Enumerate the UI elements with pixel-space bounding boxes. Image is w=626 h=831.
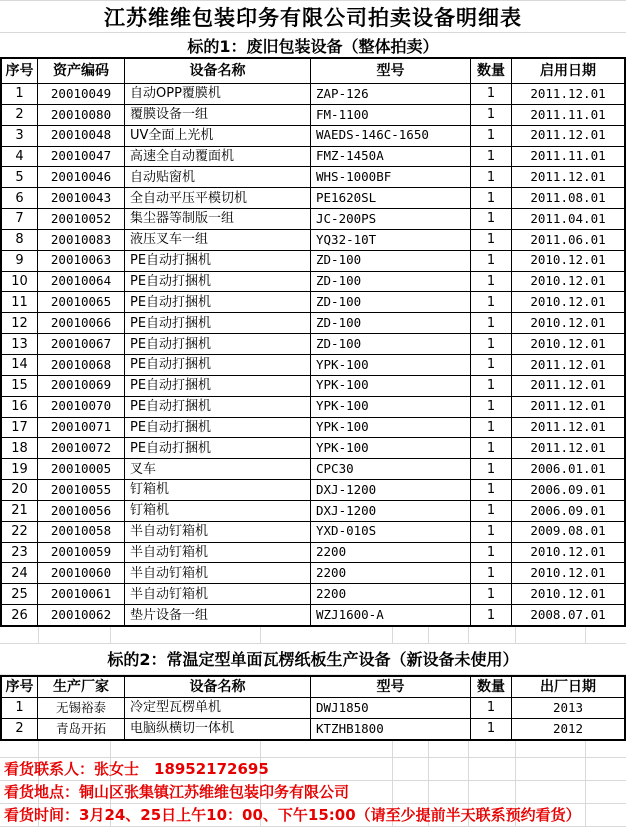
viewing-location-line: 看货地点：铜山区张集镇江苏维维包装印务有限公司 bbox=[0, 781, 626, 804]
table-cell: KTZHB1800 bbox=[311, 719, 470, 739]
table-cell: 20010083 bbox=[38, 230, 124, 250]
table-cell: 20010061 bbox=[38, 584, 124, 604]
table-cell: 20010058 bbox=[38, 522, 124, 542]
table-cell: 20010070 bbox=[38, 397, 124, 417]
table-cell: 冷定型瓦楞单机 bbox=[125, 698, 310, 718]
table-cell: 17 bbox=[2, 418, 37, 438]
table-cell: 1 bbox=[471, 334, 511, 354]
table-cell: 2006.09.01 bbox=[512, 480, 624, 500]
table-cell: 全自动平压平模切机 bbox=[125, 188, 310, 208]
table-cell: 半自动钉箱机 bbox=[125, 584, 310, 604]
table-cell: ZAP-126 bbox=[311, 84, 470, 104]
table-cell: PE自动打捆机 bbox=[125, 418, 310, 438]
equipment-table-lot2 bbox=[0, 675, 626, 741]
table-cell: 2010.12.01 bbox=[512, 543, 624, 563]
column-header: 出厂日期 bbox=[512, 677, 624, 697]
table-cell: 24 bbox=[2, 563, 37, 583]
table-cell: 2011.12.01 bbox=[512, 438, 624, 458]
table-cell: 20010064 bbox=[38, 272, 124, 292]
table-cell: 2013 bbox=[512, 698, 624, 718]
table-cell: 20010062 bbox=[38, 605, 124, 625]
table-cell: 无锡裕泰 bbox=[38, 698, 124, 718]
table-cell: 垫片设备一组 bbox=[125, 605, 310, 625]
table-cell: 1 bbox=[471, 272, 511, 292]
viewing-contact-line: 看货联系人：张女士 18952172695 bbox=[0, 758, 626, 781]
table-cell: PE自动打捆机 bbox=[125, 292, 310, 312]
table-cell: 9 bbox=[2, 251, 37, 271]
section2-subtitle: 标的2：常温定型单面瓦楞纸板生产设备（新设备未使用） bbox=[0, 644, 626, 675]
table-cell: 18 bbox=[2, 438, 37, 458]
table-cell: 20010067 bbox=[38, 334, 124, 354]
table-cell: 20010080 bbox=[38, 105, 124, 125]
column-header: 数量 bbox=[471, 677, 511, 697]
table-cell: 1 bbox=[2, 84, 37, 104]
table-cell: 1 bbox=[471, 719, 511, 739]
spacer-row bbox=[0, 627, 626, 644]
table-cell: 2011.12.01 bbox=[512, 355, 624, 375]
table-cell: YPK-100 bbox=[311, 418, 470, 438]
table-cell: DXJ-1200 bbox=[311, 501, 470, 521]
table-cell: 3 bbox=[2, 126, 37, 146]
table-cell: 1 bbox=[471, 397, 511, 417]
table-cell: 16 bbox=[2, 397, 37, 417]
table-cell: 覆膜设备一组 bbox=[125, 105, 310, 125]
table-cell: 钉箱机 bbox=[125, 501, 310, 521]
table-cell: 1 bbox=[471, 459, 511, 479]
table-cell: 叉车 bbox=[125, 459, 310, 479]
table-cell: 5 bbox=[2, 167, 37, 187]
column-header: 启用日期 bbox=[512, 59, 624, 83]
table-cell: FM-1100 bbox=[311, 105, 470, 125]
table-cell: 20010056 bbox=[38, 501, 124, 521]
table-cell: YPK-100 bbox=[311, 438, 470, 458]
table-cell: 2010.12.01 bbox=[512, 292, 624, 312]
table-cell: ZD-100 bbox=[311, 292, 470, 312]
table-cell: CPC30 bbox=[311, 459, 470, 479]
table-cell: WZJ1600-A bbox=[311, 605, 470, 625]
table-cell: 20010052 bbox=[38, 209, 124, 229]
table-cell: 1 bbox=[471, 292, 511, 312]
table-cell: 20010068 bbox=[38, 355, 124, 375]
table-cell: 青岛开拓 bbox=[38, 719, 124, 739]
table-cell: 25 bbox=[2, 584, 37, 604]
table-cell: PE自动打捆机 bbox=[125, 251, 310, 271]
table-cell: 1 bbox=[471, 376, 511, 396]
table-cell: 2010.12.01 bbox=[512, 272, 624, 292]
table-cell: 高速全自动覆面机 bbox=[125, 147, 310, 167]
table-cell: 1 bbox=[471, 167, 511, 187]
table-cell: FMZ-1450A bbox=[311, 147, 470, 167]
table-cell: YQ32-10T bbox=[311, 230, 470, 250]
table-cell: 2012 bbox=[512, 719, 624, 739]
table-cell: 1 bbox=[471, 501, 511, 521]
table-cell: 20010063 bbox=[38, 251, 124, 271]
table-cell: 21 bbox=[2, 501, 37, 521]
table-cell: 2006.01.01 bbox=[512, 459, 624, 479]
table-cell: 20010072 bbox=[38, 438, 124, 458]
table-cell: 2011.12.01 bbox=[512, 84, 624, 104]
table-cell: 1 bbox=[471, 209, 511, 229]
table-cell: 8 bbox=[2, 230, 37, 250]
viewing-time-line: 看货时间：3月24、25日上午10：00、下午15:00（请至少提前半天联系预约看货） bbox=[0, 804, 626, 827]
table-cell: 1 bbox=[471, 84, 511, 104]
table-cell: 2011.12.01 bbox=[512, 126, 624, 146]
table-cell: YXD-010S bbox=[311, 522, 470, 542]
table-cell: ZD-100 bbox=[311, 272, 470, 292]
table-cell: 20 bbox=[2, 480, 37, 500]
table-cell: 6 bbox=[2, 188, 37, 208]
table-cell: 半自动钉箱机 bbox=[125, 522, 310, 542]
equipment-table-lot1 bbox=[0, 57, 626, 627]
column-header: 数量 bbox=[471, 59, 511, 83]
table-cell: 集尘器等制版一组 bbox=[125, 209, 310, 229]
table-cell: 11 bbox=[2, 292, 37, 312]
table-cell: 20010047 bbox=[38, 147, 124, 167]
table-cell: 1 bbox=[471, 355, 511, 375]
table-cell: 2011.12.01 bbox=[512, 397, 624, 417]
table-cell: 2011.11.01 bbox=[512, 147, 624, 167]
table-cell: 2011.12.01 bbox=[512, 167, 624, 187]
table-cell: 2010.12.01 bbox=[512, 334, 624, 354]
table-cell: 20010049 bbox=[38, 84, 124, 104]
table-cell: PE自动打捆机 bbox=[125, 334, 310, 354]
table-cell: PE自动打捆机 bbox=[125, 355, 310, 375]
column-header: 资产编码 bbox=[38, 59, 124, 83]
table-cell: 2009.08.01 bbox=[512, 522, 624, 542]
table-cell: ZD-100 bbox=[311, 334, 470, 354]
table-cell: 1 bbox=[471, 147, 511, 167]
table-cell: 2010.12.01 bbox=[512, 313, 624, 333]
table-cell: 1 bbox=[471, 105, 511, 125]
column-header: 序号 bbox=[2, 59, 37, 83]
table-cell: PE自动打捆机 bbox=[125, 313, 310, 333]
table-cell: 钉箱机 bbox=[125, 480, 310, 500]
table-cell: PE自动打捆机 bbox=[125, 376, 310, 396]
table-cell: 1 bbox=[471, 605, 511, 625]
table-cell: 2011.08.01 bbox=[512, 188, 624, 208]
table-cell: PE自动打捆机 bbox=[125, 397, 310, 417]
table-cell: UV全面上光机 bbox=[125, 126, 310, 146]
table-cell: 20010048 bbox=[38, 126, 124, 146]
table-cell: YPK-100 bbox=[311, 397, 470, 417]
table-cell: 26 bbox=[2, 605, 37, 625]
column-header: 型号 bbox=[311, 59, 470, 83]
table-cell: 1 bbox=[471, 418, 511, 438]
table-cell: JC-200PS bbox=[311, 209, 470, 229]
column-header: 设备名称 bbox=[125, 677, 310, 697]
table-cell: 2200 bbox=[311, 563, 470, 583]
table-cell: 1 bbox=[471, 698, 511, 718]
table-cell: 20010046 bbox=[38, 167, 124, 187]
table-cell: 1 bbox=[471, 188, 511, 208]
table-cell: 22 bbox=[2, 522, 37, 542]
table-cell: PE自动打捆机 bbox=[125, 272, 310, 292]
column-header: 设备名称 bbox=[125, 59, 310, 83]
table-cell: 14 bbox=[2, 355, 37, 375]
table-cell: 自动OPP覆膜机 bbox=[125, 84, 310, 104]
table-cell: 电脑纵横切一体机 bbox=[125, 719, 310, 739]
table-cell: 液压叉车一组 bbox=[125, 230, 310, 250]
table-cell: 2008.07.01 bbox=[512, 605, 624, 625]
table-cell: 20010071 bbox=[38, 418, 124, 438]
column-header: 型号 bbox=[311, 677, 470, 697]
table-cell: 13 bbox=[2, 334, 37, 354]
table-cell: PE1620SL bbox=[311, 188, 470, 208]
table-cell: 2200 bbox=[311, 543, 470, 563]
section1-subtitle: 标的1：废旧包装设备（整体拍卖） bbox=[187, 36, 439, 56]
table-cell: WHS-1000BF bbox=[311, 167, 470, 187]
table-cell: 2010.12.01 bbox=[512, 563, 624, 583]
table-cell: 20010005 bbox=[38, 459, 124, 479]
table-cell: 1 bbox=[471, 584, 511, 604]
table-cell: 19 bbox=[2, 459, 37, 479]
table-cell: 2011.12.01 bbox=[512, 418, 624, 438]
table-cell: 1 bbox=[2, 698, 37, 718]
table-cell: 1 bbox=[471, 438, 511, 458]
column-header: 生产厂家 bbox=[38, 677, 124, 697]
table-cell: 20010069 bbox=[38, 376, 124, 396]
table-cell: 2010.12.01 bbox=[512, 251, 624, 271]
table-cell: YPK-100 bbox=[311, 376, 470, 396]
table-cell: 自动贴窗机 bbox=[125, 167, 310, 187]
table-cell: 20010060 bbox=[38, 563, 124, 583]
table-cell: 2 bbox=[2, 105, 37, 125]
table-cell: 1 bbox=[471, 543, 511, 563]
table-cell: 20010065 bbox=[38, 292, 124, 312]
table-cell: 2011.11.01 bbox=[512, 105, 624, 125]
table-cell: 20010059 bbox=[38, 543, 124, 563]
table-cell: 2011.12.01 bbox=[512, 376, 624, 396]
table-cell: 2010.12.01 bbox=[512, 584, 624, 604]
table-cell: 2011.04.01 bbox=[512, 209, 624, 229]
table-cell: 12 bbox=[2, 313, 37, 333]
table-cell: DXJ-1200 bbox=[311, 480, 470, 500]
column-header: 序号 bbox=[2, 677, 37, 697]
table-cell: 1 bbox=[471, 251, 511, 271]
spacer-row bbox=[0, 741, 626, 758]
table-cell: 10 bbox=[2, 272, 37, 292]
table-cell: 7 bbox=[2, 209, 37, 229]
table-cell: DWJ1850 bbox=[311, 698, 470, 718]
table-cell: 1 bbox=[471, 230, 511, 250]
table-cell: 1 bbox=[471, 522, 511, 542]
table-cell: 1 bbox=[471, 313, 511, 333]
table-cell: 1 bbox=[471, 126, 511, 146]
page-title: 江苏维维包装印务有限公司拍卖设备明细表 bbox=[0, 0, 626, 33]
table-cell: 2006.09.01 bbox=[512, 501, 624, 521]
table-cell: ZD-100 bbox=[311, 251, 470, 271]
table-cell: 半自动钉箱机 bbox=[125, 563, 310, 583]
table-cell: 20010066 bbox=[38, 313, 124, 333]
table-cell: 15 bbox=[2, 376, 37, 396]
table-cell: 2 bbox=[2, 719, 37, 739]
table-cell: 半自动钉箱机 bbox=[125, 543, 310, 563]
table-cell: 2011.06.01 bbox=[512, 230, 624, 250]
table-cell: 20010043 bbox=[38, 188, 124, 208]
table-cell: 2200 bbox=[311, 584, 470, 604]
table-cell: 4 bbox=[2, 147, 37, 167]
table-cell: YPK-100 bbox=[311, 355, 470, 375]
table-cell: 1 bbox=[471, 480, 511, 500]
table-cell: 23 bbox=[2, 543, 37, 563]
table-cell: 1 bbox=[471, 563, 511, 583]
table-cell: WAEDS-146C-1650 bbox=[311, 126, 470, 146]
table-cell: 20010055 bbox=[38, 480, 124, 500]
table-cell: ZD-100 bbox=[311, 313, 470, 333]
table-cell: PE自动打捆机 bbox=[125, 438, 310, 458]
